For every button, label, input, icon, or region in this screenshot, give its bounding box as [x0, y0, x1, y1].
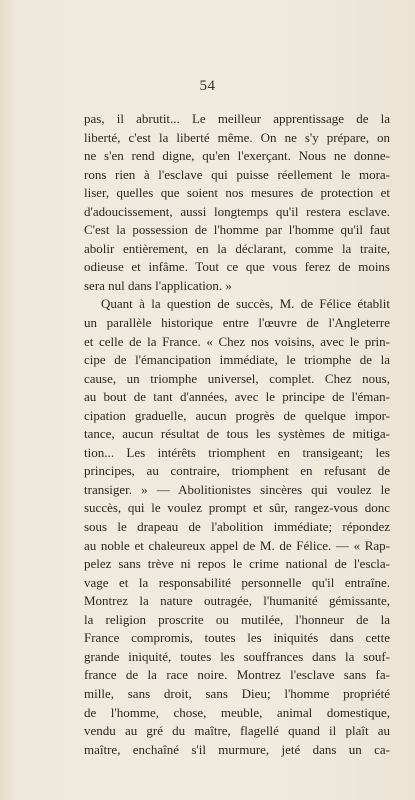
text-line: au noble et chaleureux appel de M. de Félice. — « Rap-: [84, 537, 390, 553]
text-line: cipation graduelle, aucun progrès de quelque impor-: [84, 407, 390, 423]
body-text: [84, 110, 390, 759]
text-line: au bout de tant d'années, avec le principe de l'éman-: [84, 389, 390, 405]
text-line: Quant à la question de succès, M. de Félice établit: [101, 296, 390, 312]
text-line: grande iniquité, toutes les souffrances dans la souf-: [84, 648, 390, 664]
text-line: succès, qui le voulez prompt et sûr, rangez-vous donc: [84, 500, 390, 516]
text-line: transiger. » — Abolitionistes sincères qui voulez le: [84, 481, 390, 497]
text-line: C'est la possession de l'homme par l'homme qu'il faut: [84, 222, 390, 238]
text-line: pas, il abrutit... Le meilleur apprentissage de la: [84, 111, 390, 126]
text-line: pelez sans trève ni repos le crime national de l'escla-: [84, 556, 390, 572]
text-line: Montrez la nature outragée, l'humanité gémissante,: [84, 593, 390, 609]
text-line: tance, aucun résultat de tous les systèmes de mitiga-: [84, 426, 390, 442]
text-line: de l'homme, chose, meuble, animal domestique,: [84, 704, 390, 720]
page-number: 54: [199, 78, 216, 94]
text-line: et celle de la France. « Chez nos voisins, avec le prin-: [84, 333, 390, 349]
text-line: liberté, c'est la liberté même. On ne s'y prépare, on: [84, 129, 390, 145]
text-line: un parallèle historique entre l'œuvre de l'Angleterre: [84, 315, 390, 331]
text-line: rons rien à l'esclave qui puisse réellement le mora-: [84, 166, 390, 182]
text-line: sera nul dans l'application. »: [84, 277, 232, 293]
text-line: abolir entièrement, en la déclarant, comme la traite,: [84, 240, 390, 256]
text-line: vendu au gré du maître, flagellé quand il plaît au: [84, 723, 390, 739]
text-line: la religion proscrite ou mutilée, l'honneur de la: [84, 611, 390, 627]
text-line: maître, enchaîné s'il murmure, jeté dans un ca-: [84, 741, 390, 757]
text-line: d'adoucissement, aussi longtemps qu'il restera esclave.: [84, 203, 390, 219]
text-line: principes, au contraire, triomphent en refusant de: [84, 463, 390, 479]
text-line: mille, sans droit, sans Dieu; l'homme propriété: [84, 685, 390, 701]
text-line: France compromis, toutes les iniquités dans cette: [84, 630, 390, 646]
text-line: cipe de l'émancipation immédiate, le triomphe de la: [84, 352, 390, 368]
text-line: liser, quelles que soient nos mesures de protection et: [84, 185, 390, 201]
text-line: sous le drapeau de l'abolition immédiate; répondez: [84, 519, 390, 535]
text-line: tion... Les intérêts triomphent en transigeant; les: [84, 444, 390, 460]
text-line: ne s'en rend digne, qu'en l'exerçant. Nous ne donne-: [84, 148, 390, 164]
text-line: france de la race noire. Montrez l'esclave sans fa-: [84, 667, 390, 683]
text-line: cause, un triomphe universel, complet. Chez nous,: [84, 370, 390, 386]
text-line: vage et la responsabilité personnelle qu'il entraîne.: [84, 574, 390, 590]
text-line: odieuse et infâme. Tout ce que vous ferez de moins: [84, 259, 390, 275]
